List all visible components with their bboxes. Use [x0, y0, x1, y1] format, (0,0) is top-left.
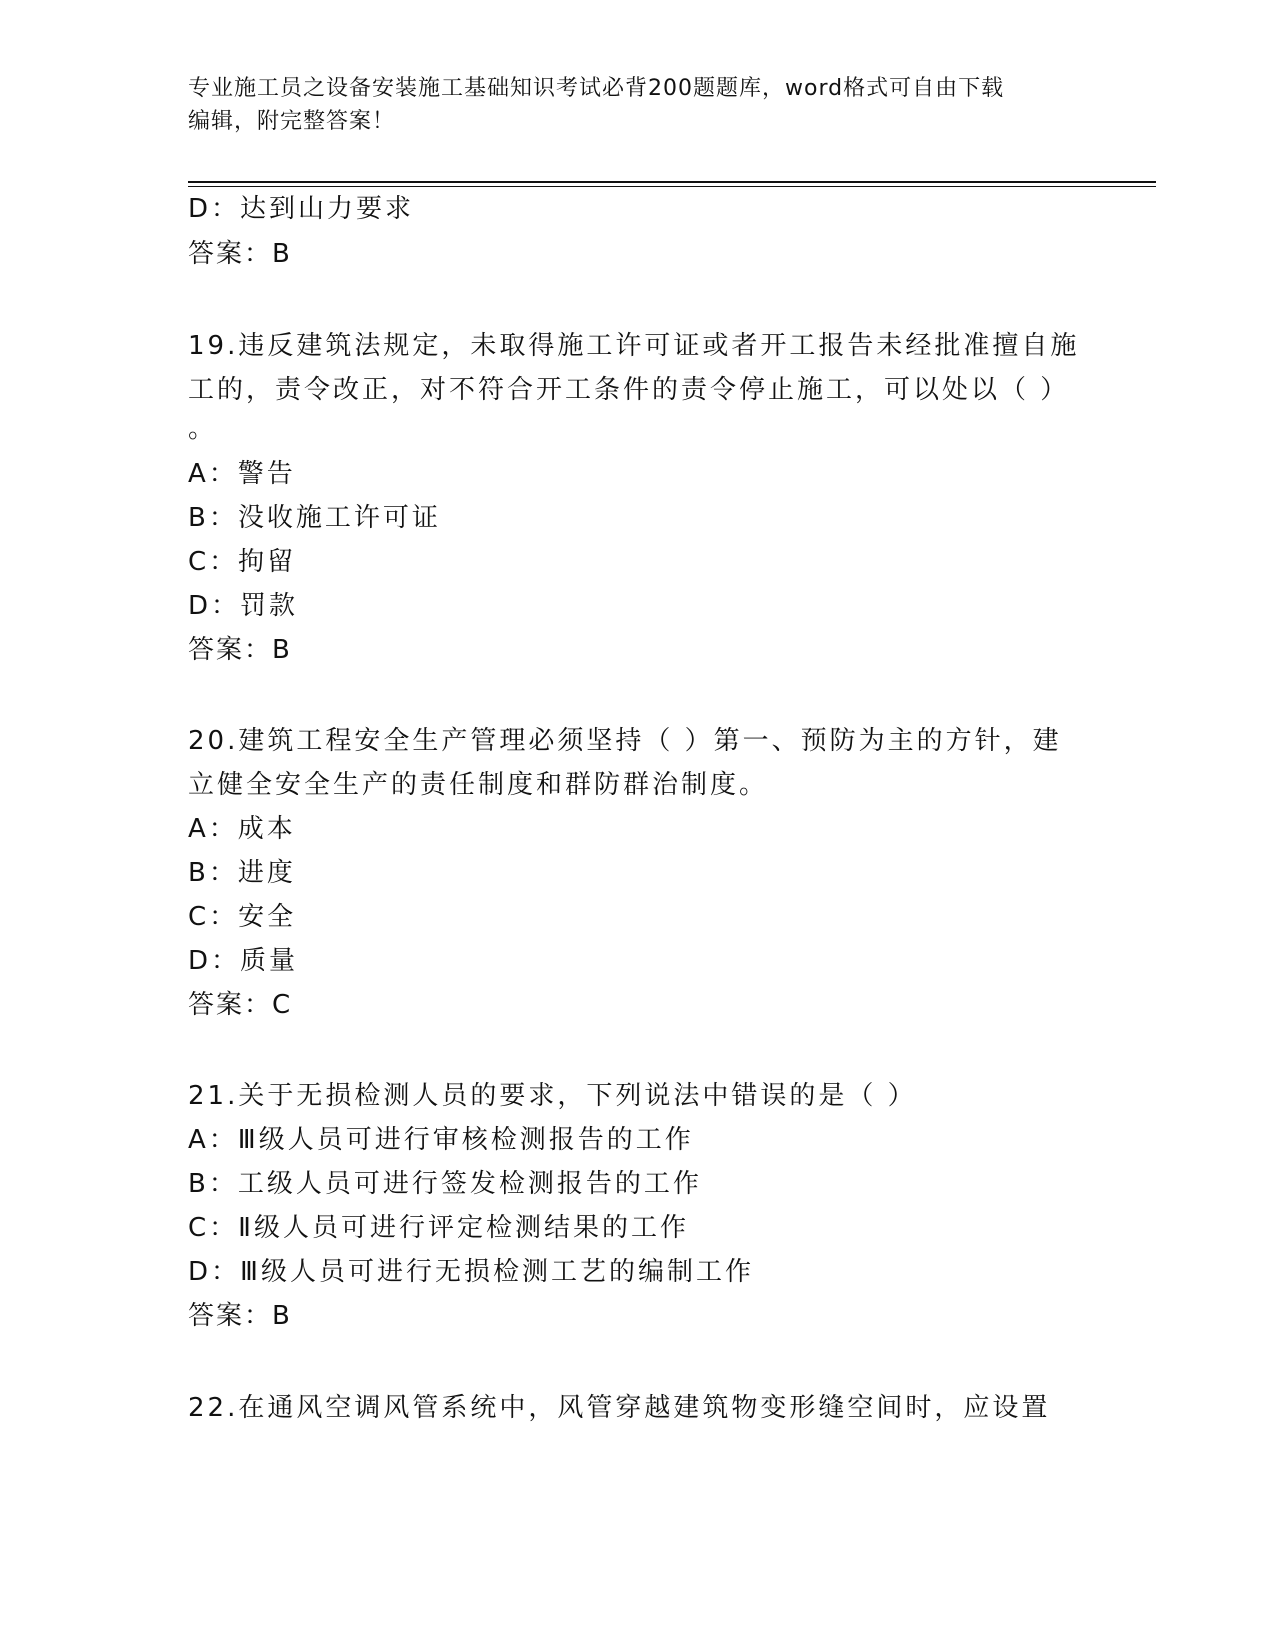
header-divider-thin — [188, 186, 1156, 187]
q21-option-d: D：Ⅲ级人员可进行无损检测工艺的编制工作 — [188, 1257, 754, 1287]
q21-option-b: B：工级人员可进行签发检测报告的工作 — [188, 1169, 702, 1199]
header-line-1: 专业施工员之设备安装施工基础知识考试必背200题题库，word格式可自由下载 — [188, 76, 1005, 101]
q20-text-line-1: 20.建筑工程安全生产管理必须坚持（ ）第一、预防为主的方针，建 — [188, 726, 1062, 756]
q19-text-line-3: 。 — [188, 414, 218, 444]
q19-text-line-1: 19.违反建筑法规定，未取得施工许可证或者开工报告未经批准擅自施 — [188, 331, 1080, 361]
prev-answer: 答案：B — [188, 239, 292, 269]
q22-text-line-1: 22.在通风空调风管系统中，风管穿越建筑物变形缝空间时，应设置 — [188, 1393, 1051, 1423]
document-header — [188, 72, 1088, 138]
q19-option-b: B：没收施工许可证 — [188, 503, 441, 533]
header-divider-thick — [188, 181, 1156, 183]
q19-text-line-2: 工的，责令改正，对不符合开工条件的责令停止施工，可以处以（ ） — [188, 375, 1070, 405]
prev-option-d: D：达到山力要求 — [188, 194, 415, 224]
q21-option-c: C：Ⅱ级人员可进行评定检测结果的工作 — [188, 1213, 689, 1243]
header-line-2: 编辑，附完整答案！ — [188, 109, 396, 134]
q19-option-a: A：警告 — [188, 459, 296, 489]
q20-option-d: D：质量 — [188, 946, 299, 976]
q21-text-line-1: 21.关于无损检测人员的要求，下列说法中错误的是（ ） — [188, 1081, 917, 1111]
q19-option-d: D：罚款 — [188, 591, 299, 621]
q20-option-c: C：安全 — [188, 902, 297, 932]
q19-answer: 答案：B — [188, 635, 292, 665]
q21-answer: 答案：B — [188, 1301, 292, 1331]
q20-text-line-2: 立健全安全生产的责任制度和群防群治制度。 — [188, 770, 769, 800]
q19-option-c: C：拘留 — [188, 547, 297, 577]
q20-answer: 答案：C — [188, 990, 293, 1020]
q20-option-a: A：成本 — [188, 814, 296, 844]
q21-option-a: A：Ⅲ级人员可进行审核检测报告的工作 — [188, 1125, 694, 1155]
q20-option-b: B：进度 — [188, 858, 296, 888]
